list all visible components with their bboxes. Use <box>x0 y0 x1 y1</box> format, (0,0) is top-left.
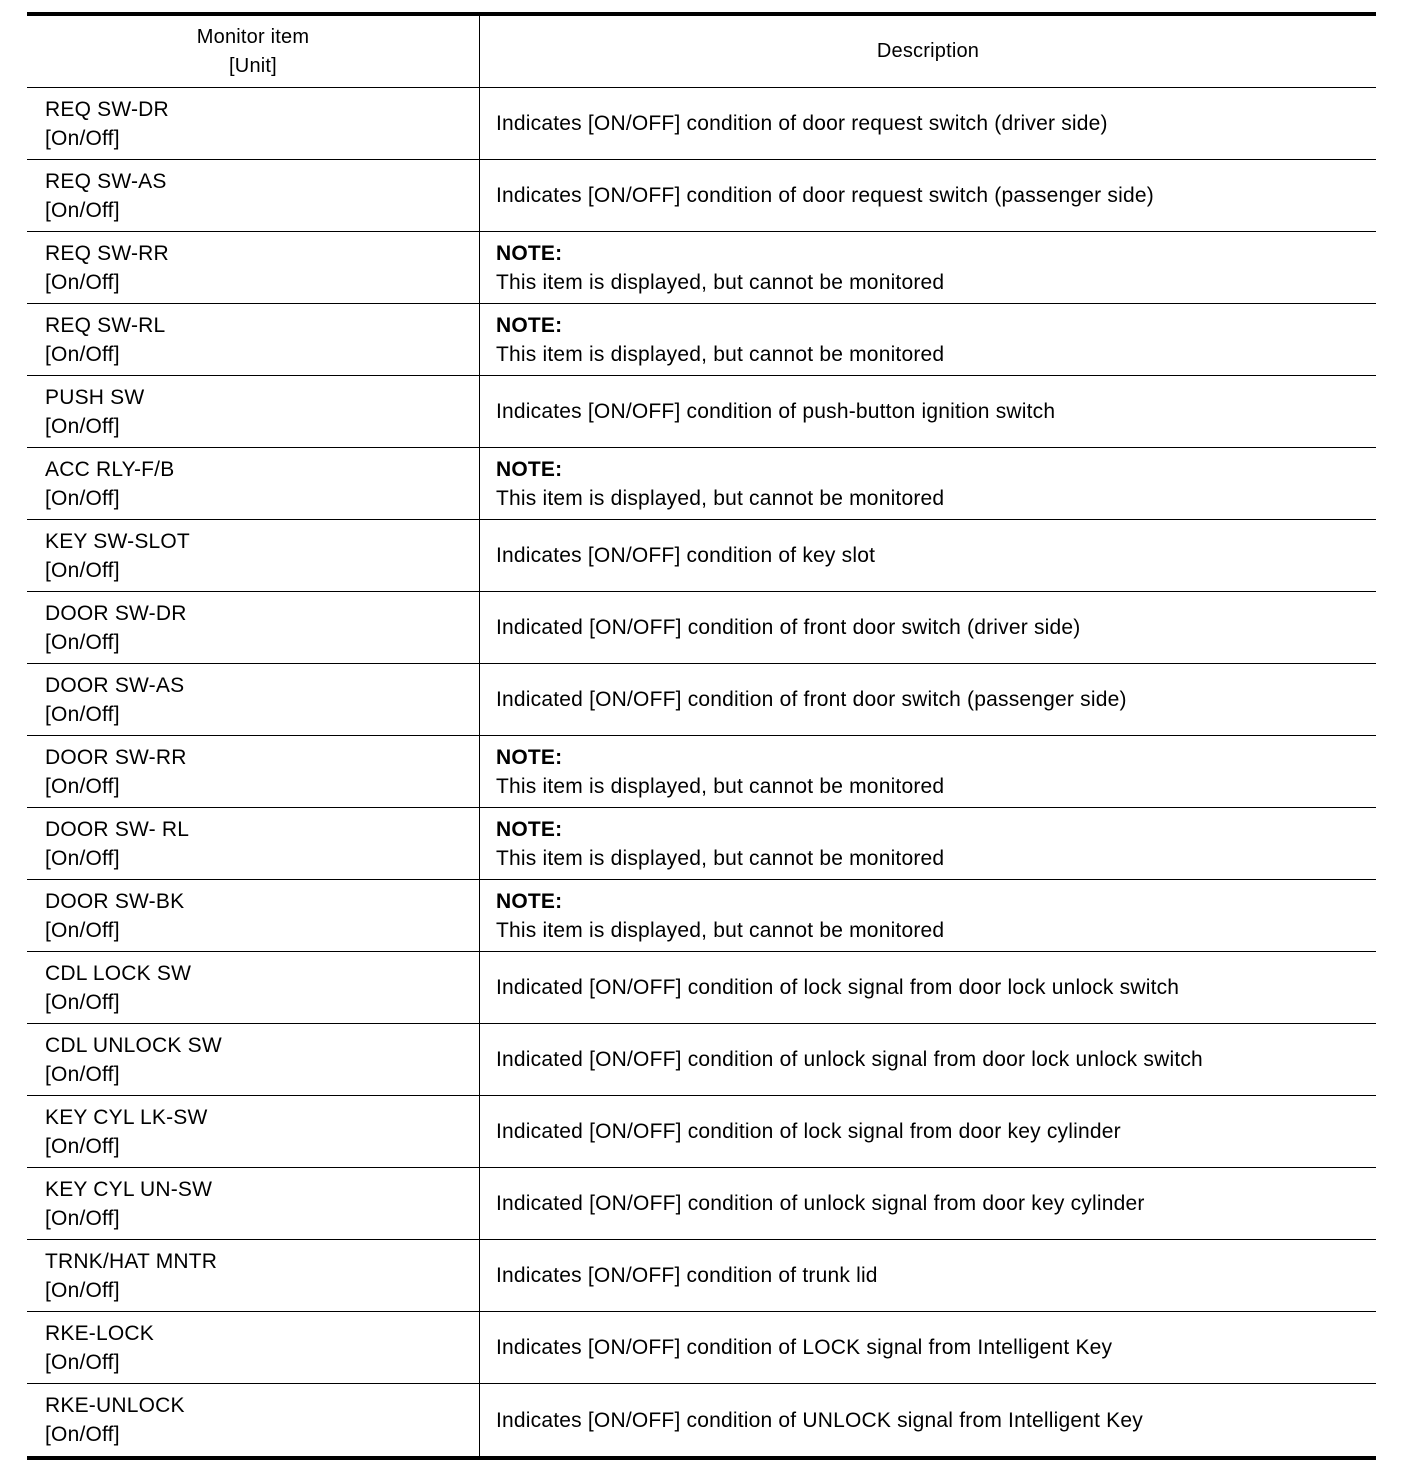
description-text: Indicates [ON/OFF] condition of LOCK signal from Intelligent Key <box>496 1336 1113 1359</box>
note-label: NOTE: <box>496 889 563 913</box>
table-row <box>27 664 1376 736</box>
description-text: This item is displayed, but cannot be monitored <box>496 342 945 366</box>
monitor-item-cell <box>27 160 480 231</box>
monitor-item-name: DOOR SW-BK <box>45 889 185 913</box>
description-cell <box>480 88 1376 159</box>
table-row <box>27 232 1376 304</box>
monitor-item-unit: [On/Off] <box>45 702 120 726</box>
description-text: Indicates [ON/OFF] condition of trunk lid <box>496 1264 878 1287</box>
monitor-item-cell <box>27 808 480 879</box>
monitor-item-cell <box>27 1024 480 1095</box>
monitor-item-unit: [On/Off] <box>45 990 120 1014</box>
monitor-item-name: CDL LOCK SW <box>45 961 192 985</box>
note-label: NOTE: <box>496 457 563 481</box>
description-cell <box>480 304 1376 375</box>
description-cell <box>480 160 1376 231</box>
monitor-item-unit: [On/Off] <box>45 486 120 510</box>
description-cell <box>480 736 1376 807</box>
description-text: Indicates [ON/OFF] condition of door request switch (driver side) <box>496 112 1108 135</box>
table-row <box>27 808 1376 880</box>
description-text: Indicated [ON/OFF] condition of lock signal from door key cylinder <box>496 1120 1121 1143</box>
description-text: Indicates [ON/OFF] condition of key slot <box>496 544 876 567</box>
monitor-item-cell <box>27 304 480 375</box>
table-row <box>27 1024 1376 1096</box>
table-row <box>27 736 1376 808</box>
description-text: Indicated [ON/OFF] condition of unlock signal from door lock unlock switch <box>496 1048 1203 1071</box>
table-row <box>27 880 1376 952</box>
table-row <box>27 1168 1376 1240</box>
monitor-item-name: ACC RLY-F/B <box>45 457 175 481</box>
description-cell <box>480 880 1376 951</box>
monitor-item-name: CDL UNLOCK SW <box>45 1033 222 1057</box>
monitor-item-unit: [On/Off] <box>45 126 120 150</box>
monitor-item-cell <box>27 376 480 447</box>
monitor-item-unit: [On/Off] <box>45 270 120 294</box>
table-row <box>27 952 1376 1024</box>
monitor-item-unit: [On/Off] <box>45 558 120 582</box>
monitor-item-cell <box>27 232 480 303</box>
header-monitor-item <box>27 16 480 87</box>
description-cell <box>480 1168 1376 1239</box>
monitor-item-cell <box>27 736 480 807</box>
monitor-item-name: KEY SW-SLOT <box>45 529 190 553</box>
description-cell <box>480 1024 1376 1095</box>
table-row <box>27 160 1376 232</box>
table-row <box>27 592 1376 664</box>
description-text: This item is displayed, but cannot be monitored <box>496 846 945 870</box>
monitor-item-unit: [On/Off] <box>45 1134 120 1158</box>
table-row <box>27 88 1376 160</box>
table-row <box>27 1240 1376 1312</box>
monitor-item-cell <box>27 520 480 591</box>
note-label: NOTE: <box>496 745 563 769</box>
monitor-item-cell <box>27 952 480 1023</box>
description-cell <box>480 1240 1376 1311</box>
monitor-item-cell <box>27 448 480 519</box>
header-monitor-item-label: Monitor item <box>196 25 310 48</box>
monitor-item-name: TRNK/HAT MNTR <box>45 1249 218 1273</box>
monitor-item-unit: [On/Off] <box>45 774 120 798</box>
monitor-item-unit: [On/Off] <box>45 1278 120 1302</box>
table-row <box>27 1096 1376 1168</box>
description-cell <box>480 1096 1376 1167</box>
monitor-item-unit: [On/Off] <box>45 414 120 438</box>
monitor-item-cell <box>27 88 480 159</box>
description-text: Indicated [ON/OFF] condition of lock signal from door lock unlock switch <box>496 976 1180 999</box>
note-label: NOTE: <box>496 241 563 265</box>
description-text: This item is displayed, but cannot be monitored <box>496 270 945 294</box>
table-row <box>27 448 1376 520</box>
monitor-item-cell <box>27 1312 480 1383</box>
monitor-item-name: DOOR SW-RR <box>45 745 187 769</box>
monitor-item-unit: [On/Off] <box>45 630 120 654</box>
description-cell <box>480 808 1376 879</box>
description-cell <box>480 1384 1376 1456</box>
description-cell <box>480 592 1376 663</box>
header-description <box>480 16 1376 87</box>
note-label: NOTE: <box>496 817 563 841</box>
description-cell <box>480 448 1376 519</box>
monitor-item-name: RKE-UNLOCK <box>45 1394 185 1417</box>
table-row <box>27 304 1376 376</box>
monitor-item-name: PUSH SW <box>45 385 145 409</box>
monitor-item-unit: [On/Off] <box>45 918 120 942</box>
monitor-item-name: DOOR SW- RL <box>45 817 190 841</box>
table-row <box>27 520 1376 592</box>
monitor-item-unit: [On/Off] <box>45 198 120 222</box>
monitor-item-unit: [On/Off] <box>45 1062 120 1086</box>
description-cell <box>480 664 1376 735</box>
description-text: Indicated [ON/OFF] condition of unlock signal from door key cylinder <box>496 1192 1145 1215</box>
description-cell <box>480 232 1376 303</box>
description-text: This item is displayed, but cannot be monitored <box>496 918 945 942</box>
monitor-item-unit: [On/Off] <box>45 1206 120 1230</box>
note-label: NOTE: <box>496 313 563 337</box>
monitor-item-cell <box>27 1384 480 1456</box>
monitor-item-cell <box>27 880 480 951</box>
description-cell <box>480 376 1376 447</box>
description-cell <box>480 520 1376 591</box>
monitor-item-unit: [On/Off] <box>45 846 120 870</box>
description-cell <box>480 1312 1376 1383</box>
monitor-item-name: DOOR SW-AS <box>45 673 185 697</box>
description-cell <box>480 952 1376 1023</box>
monitor-item-name: REQ SW-RR <box>45 241 169 265</box>
table-row <box>27 1384 1376 1456</box>
monitor-item-cell <box>27 1168 480 1239</box>
monitor-item-cell <box>27 1240 480 1311</box>
table-body <box>27 88 1376 1456</box>
description-text: Indicated [ON/OFF] condition of front door switch (passenger side) <box>496 688 1127 711</box>
description-text: Indicates [ON/OFF] condition of door request switch (passenger side) <box>496 184 1154 207</box>
monitor-item-unit: [On/Off] <box>45 1350 120 1374</box>
monitor-item-name: RKE-LOCK <box>45 1321 154 1345</box>
monitor-item-table <box>27 12 1376 1460</box>
monitor-item-cell <box>27 592 480 663</box>
description-text: Indicated [ON/OFF] condition of front door switch (driver side) <box>496 616 1081 639</box>
monitor-item-name: DOOR SW-DR <box>45 601 187 625</box>
monitor-item-name: REQ SW-DR <box>45 97 169 121</box>
monitor-item-cell <box>27 1096 480 1167</box>
description-text: This item is displayed, but cannot be monitored <box>496 486 945 510</box>
table-row <box>27 1312 1376 1384</box>
monitor-item-name: REQ SW-RL <box>45 313 166 337</box>
monitor-item-unit: [On/Off] <box>45 1423 120 1446</box>
description-text: This item is displayed, but cannot be monitored <box>496 774 945 798</box>
header-unit-label: [Unit] <box>229 54 277 77</box>
table-header-row <box>27 16 1376 88</box>
monitor-item-unit: [On/Off] <box>45 342 120 366</box>
description-text: Indicates [ON/OFF] condition of push-button ignition switch <box>496 400 1056 423</box>
table-row <box>27 376 1376 448</box>
monitor-item-cell <box>27 664 480 735</box>
description-text: Indicates [ON/OFF] condition of UNLOCK signal from Intelligent Key <box>496 1408 1143 1432</box>
monitor-item-name: KEY CYL UN-SW <box>45 1177 213 1201</box>
monitor-item-name: REQ SW-AS <box>45 169 167 193</box>
monitor-item-name: KEY CYL LK-SW <box>45 1105 208 1129</box>
header-description-label: Description <box>876 40 980 62</box>
